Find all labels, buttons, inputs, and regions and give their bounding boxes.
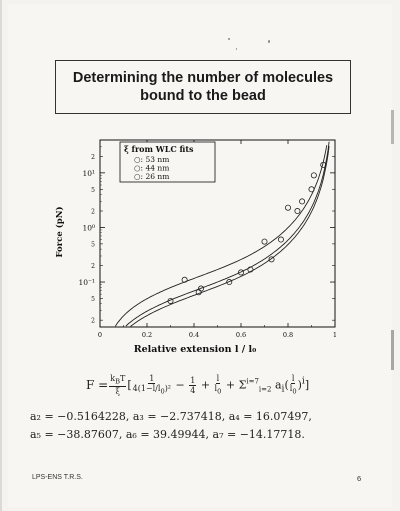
y-tick-label: 10¹ <box>82 168 95 178</box>
formula-lhs: F = <box>86 378 109 392</box>
legend-entry: ○: 26 nm <box>134 172 170 181</box>
slide-title-box <box>55 60 351 114</box>
data-point <box>196 290 201 295</box>
x-tick-label: 1 <box>332 331 338 339</box>
data-point <box>300 199 305 204</box>
formula-rhs: $\frac{k_BT}{\xi}$ [ $\frac{1}{4(1-l/l_0)^2}$ − $\frac{1}{4}$ + $\frac{l}{l_0}$ + $\Sigma^{i=7}_{i=2}$ $a_i$( $\frac{l}{l_0}$ )$^i$] <box>110 373 310 397</box>
y-tick-label: 10⁻¹ <box>78 278 95 288</box>
legend-entry: ○: 44 nm <box>134 163 170 173</box>
data-point <box>285 205 290 210</box>
y-minor-label: 2 <box>91 153 95 161</box>
coefficients-line2: a₅ = −38.87607, a₆ = 39.49944, a₇ = −14.17718. <box>30 428 305 441</box>
wlc-formula <box>86 370 346 400</box>
x-tick-label: 0.8 <box>282 331 294 339</box>
scan-speck <box>236 48 237 50</box>
legend-entry: ○: 53 nm <box>134 155 170 164</box>
slide-title-line2: bound to the bead <box>140 88 266 104</box>
data-point <box>309 187 314 192</box>
y-minor-label: 5 <box>91 295 95 303</box>
data-point <box>311 173 316 178</box>
chart-svg <box>48 132 358 360</box>
legend-title: ξ from WLC fits <box>124 144 194 154</box>
data-point <box>262 239 267 244</box>
scan-speck <box>228 38 230 40</box>
scan-artifact <box>391 110 394 144</box>
y-minor-label: 2 <box>91 263 95 271</box>
data-point <box>295 208 300 213</box>
scan-artifact <box>391 330 394 370</box>
y-minor-label: 5 <box>91 241 95 249</box>
y-tick-label: 10⁰ <box>82 223 95 233</box>
scan-speck <box>268 40 270 43</box>
data-point <box>278 237 283 242</box>
y-axis-label: Force (pN) <box>55 206 65 258</box>
x-tick-label: 0.2 <box>141 331 153 339</box>
slide-title-line1: Determining the number of molecules <box>72 70 334 86</box>
y-minor-label: 2 <box>91 208 95 216</box>
x-axis-label: Relative extension l / l₀ <box>133 344 257 355</box>
y-minor-label: 5 <box>91 186 95 194</box>
coefficients-line1: a₂ = −0.5164228, a₃ = −2.737418, a₄ = 16.07497, <box>30 410 312 423</box>
footer-affiliation: LPS-ENS T.R.S. <box>32 474 83 481</box>
x-tick-label: 0.6 <box>235 331 247 339</box>
x-tick-label: 0.4 <box>188 331 200 339</box>
force-extension-chart <box>48 132 358 360</box>
y-minor-label: 2 <box>91 317 95 325</box>
page-edge <box>0 0 2 511</box>
page-number: 6 <box>357 474 362 483</box>
x-tick-label: 0 <box>97 331 103 339</box>
